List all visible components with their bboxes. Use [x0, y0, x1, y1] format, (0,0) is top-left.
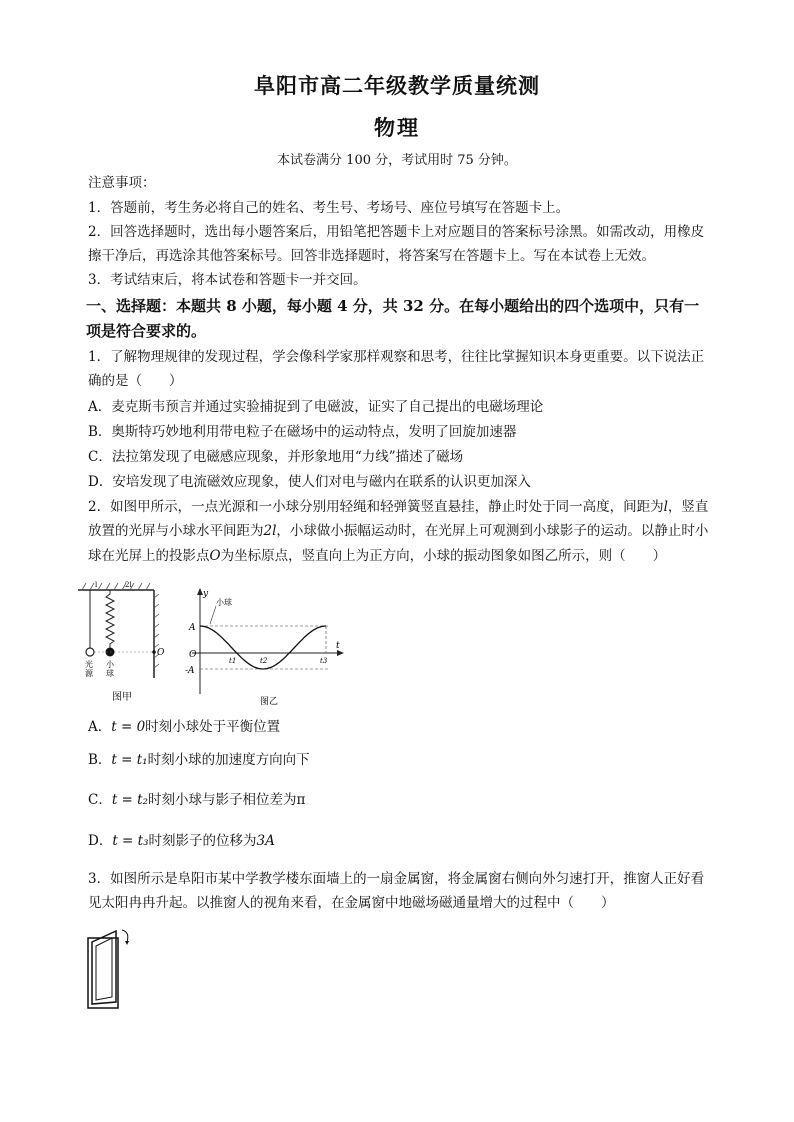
q2-var-2l: 2l [263, 523, 277, 539]
fig2-caption: 图乙 [260, 697, 279, 707]
q2-stem-c-text2: 为坐标原点，竖直向上为正方向，小球的振动图象如图乙所示，则（ ） [220, 548, 667, 564]
rotation-arrow [122, 930, 128, 942]
q2-stem-c [88, 547, 718, 565]
q2-stem-a-end: ，竖直 [667, 499, 709, 515]
fig2-label-ball: 小球 [216, 598, 232, 607]
fig1-label-source2: 源 [85, 669, 93, 678]
fig2-tick-t3: t3 [320, 657, 328, 665]
fig1-label-ball1: 小 [106, 660, 114, 669]
metal-window-figure [82, 922, 142, 1014]
fig2-label-A: A [189, 623, 196, 633]
q1-option-a: A．麦克斯韦预言并通过实验捕捉到了电磁波，证实了自己提出的电磁场理论 [88, 399, 544, 415]
q2-b-text: 时刻小球的加速度方向向下 [147, 752, 310, 768]
q3-stem-a: 3．如图所示是阜阳市某中学教学楼东面墙上的一扇金属窗，将金属窗右侧向外匀速打开，推窗人正好看 [88, 871, 705, 887]
subject-title: 物理 [374, 115, 420, 140]
q2-b-math: t = t₁ [111, 752, 148, 768]
q2-d-text: 时刻影子的位移为 [148, 833, 257, 849]
q2-option-a [88, 718, 718, 736]
q2-stem-a [88, 498, 718, 516]
figure-jia [78, 578, 178, 708]
q2-c-prefix: C． [88, 792, 112, 808]
q3-stem-b: 见太阳冉冉升起。以推窗人的视角来看，在金属窗中地磁场磁通量增大的过程中（ ） [88, 895, 615, 911]
fig2-label-O: O [189, 650, 197, 660]
q2-a-math: t = 0 [111, 719, 146, 735]
note-2a: 2．回答选择题时，选出每小题答案后，用铅笔把答题卡上对应题目的答案标号涂黑。如需改动，用橡皮 [88, 224, 705, 240]
exam-title: 阜阳市高二年级教学质量统测 [254, 73, 540, 98]
fig1-label-ball2: 球 [106, 669, 114, 678]
q2-option-c [88, 791, 718, 809]
note-3: 3．考试结束后，将本试卷和答题卡一并交回。 [88, 272, 367, 288]
q2-c-math: t = t₂ [111, 792, 148, 808]
q2-var-l: l [663, 499, 668, 515]
q2-d-value: 3A [256, 833, 275, 849]
fig1-label-source1: 光 [85, 660, 93, 669]
fig1-caption: 图甲 [112, 692, 132, 703]
q2-option-b [88, 751, 718, 769]
q2-stem-a-text: 2．如图甲所示，一点光源和一小球分别用轻绳和轻弹簧竖直悬挂，静止时处于同一高度，间距为 [88, 499, 664, 515]
fig1-label-l: l [95, 581, 98, 589]
q2-stem-b [88, 522, 718, 540]
fig1-label-2l: 2l [125, 581, 132, 589]
q2-stem-b-text2: ，小球做小振幅运动时，在光屏上可观测到小球影子的运动。以静止时小 [276, 523, 709, 539]
q2-d-math: t = t₃ [112, 833, 149, 849]
q1-option-b: B．奥斯特巧妙地利用带电粒子在磁场中的运动特点，发明了回旋加速器 [88, 424, 517, 440]
q2-option-d [88, 832, 718, 850]
spring [106, 590, 114, 648]
fig2-tick-t2: t2 [260, 657, 268, 665]
q2-var-O: O [209, 548, 221, 564]
fig1-label-O: O [157, 648, 165, 658]
q2-b-prefix: B． [88, 752, 112, 768]
q1-stem-b: 确的是（ ） [88, 373, 183, 389]
fig2-axis-t: t [336, 641, 340, 651]
q1-option-c: C．法拉第发现了电磁感应现象，并形象地用“力线”描述了磁场 [88, 449, 464, 465]
q2-d-prefix: D． [88, 833, 113, 849]
q2-c-text: 时刻小球与影子相位差为π [148, 792, 306, 808]
note-2b: 擦干净后，再选涂其他答案标号。回答非选择题时，将答案写在答题卡上。写在本试卷上无效。 [88, 248, 655, 264]
section-heading-1: 一、选择题：本题共 8 小题，每小题 4 分，共 32 分。在每小题给出的四个选项中，只有一 [86, 297, 700, 315]
q2-a-prefix: A． [88, 719, 112, 735]
q2-stem-b-text1: 放置的光屏与小球水平间距为 [88, 523, 264, 539]
figure-yi [180, 586, 350, 711]
exam-subtitle: 本试卷满分 100 分，考试用时 75 分钟。 [277, 153, 517, 168]
section-heading-2: 项是符合要求的。 [86, 322, 207, 340]
q2-stem-c-text1: 球在光屏上的投影点 [88, 548, 210, 564]
fig2-label-negA: -A [185, 666, 195, 676]
q2-a-text: 时刻小球处于平衡位置 [145, 719, 281, 735]
fig2-axis-y: y [203, 589, 209, 599]
q1-stem-a: 1．了解物理规律的发现过程，学会像科学家那样观察和思考，往往比掌握知识本身更重要。以下说法正 [88, 349, 705, 365]
fig2-tick-t1: t1 [229, 657, 237, 665]
q1-option-d: D．安培发现了电流磁效应现象，使人们对电与磁内在联系的认识更加深入 [88, 474, 531, 490]
notes-heading: 注意事项： [88, 175, 156, 191]
light-source [86, 648, 94, 656]
note-1: 1．答题前，考生务必将自己的姓名、考生号、考场号、座位号填写在答题卡上。 [88, 200, 570, 216]
